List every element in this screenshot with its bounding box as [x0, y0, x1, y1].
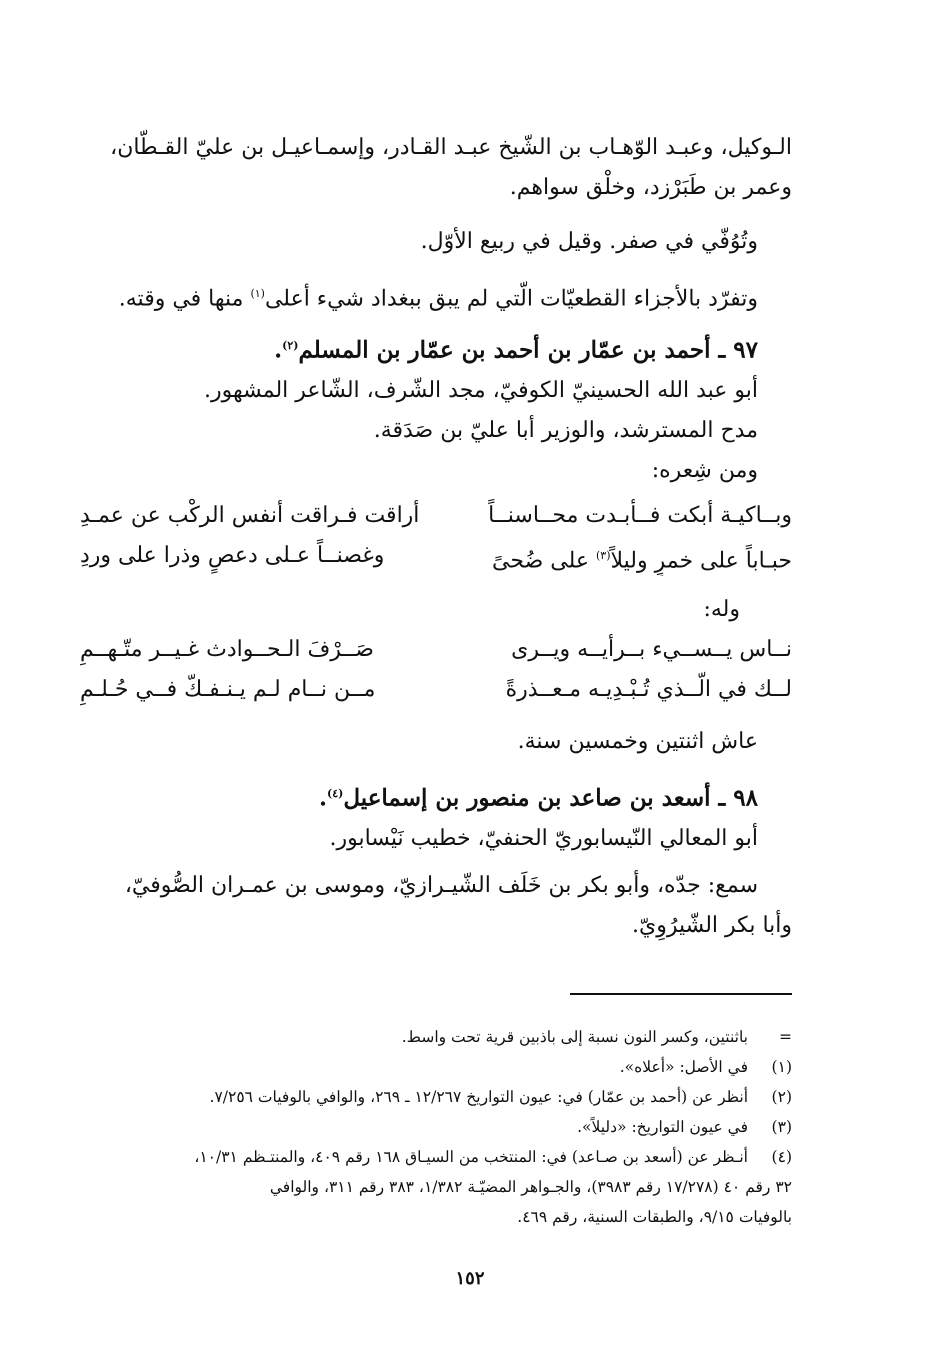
page-number: ١٥٢ — [455, 1268, 485, 1289]
footnote-text: في عيون التواريخ: «دليلاً». — [577, 1118, 748, 1136]
footnote-text: بالوفيات ٩/١٥، والطبقات السنية، رقم ٤٦٩. — [517, 1208, 792, 1226]
heading-text: ٩٧ ـ أحمد بن عمّار بن أحمد بن عمّار بن المسلم — [298, 336, 758, 364]
text-run: وتفرّد بالأجزاء القطعيّات الّتي لم يبق ببغداد شيء أعلى — [264, 286, 758, 312]
footnote-1 — [80, 1052, 792, 1082]
footnote-text: أنـظر عن (أسعد بن صـاعد) في: المنتخب من السيـاق ١٦٨ رقم ٤٠٩، والمنتـظم ١٠/٣١، — [194, 1148, 748, 1166]
footnote-number: (٢) — [771, 1088, 792, 1106]
entry-97 — [80, 326, 792, 491]
footnote-continuation — [80, 1022, 792, 1052]
paragraph-line — [80, 274, 792, 319]
verse-row — [80, 536, 792, 576]
footnote-4 — [80, 1142, 792, 1172]
footnote-ref[interactable]: (١) — [250, 287, 265, 300]
paragraph-line: أبو المعالي النّيسابوريّ الحنفيّ، خطيب نَيْسابور. — [329, 825, 758, 851]
text-run: على ضُحىً — [492, 548, 596, 574]
paragraph-line: وتُوُفّي في صفر. وقيل في ربيع الأوّل. — [420, 229, 758, 254]
footnote-separator — [570, 993, 792, 995]
verse-row — [80, 670, 792, 710]
paragraph-line: وله: — [703, 597, 740, 622]
paragraph-line: مدح المسترشد، والوزير أبا عليّ بن صَدَقة. — [373, 417, 758, 443]
main-text — [80, 128, 792, 208]
poem — [80, 496, 792, 576]
main-text — [80, 274, 792, 319]
heading-text: . — [318, 784, 327, 812]
entry-heading — [80, 326, 792, 371]
main-text — [80, 590, 792, 630]
paragraph-line: سمع: جدّه، وأبو بكر بن خَلَف الشّيـرازيّ، وموسى بن عمـران الصُّوفيّ، — [124, 873, 758, 898]
footnote-ref[interactable]: (٤) — [326, 787, 344, 800]
heading-text: ٩٨ ـ أسعد بن صاعد بن منصور بن إسماعيل — [343, 784, 758, 812]
paragraph-line: الـوكيل، وعبـد الوّهـاب بن الشّيخ عبـد القـادر، وإسمـاعيـل بن عليّ القـطّان، — [110, 135, 792, 160]
text-run: منها في وقته. — [118, 286, 251, 312]
verse-hemistich-right: وبــاكيـة أبكت فــأبـدت محــاسنــاً — [488, 503, 792, 528]
entry-heading — [80, 774, 792, 819]
main-text — [80, 222, 792, 262]
main-text — [80, 866, 792, 946]
footnote-4-cont — [80, 1172, 792, 1202]
entry-98 — [80, 774, 792, 859]
footnote-2 — [80, 1082, 792, 1112]
verse-hemistich-right — [452, 536, 792, 576]
footnote-ref[interactable]: (٢) — [282, 339, 299, 352]
paragraph-line: وعمر بن طَبَرْزد، وخلْق سواهم. — [509, 175, 792, 200]
footnote-text: في الأصل: «أعلاه». — [619, 1058, 748, 1076]
text-run: حبـاباً على خمرٍ وليلاً — [610, 548, 792, 574]
footnotes — [80, 1022, 792, 1232]
heading-text: . — [274, 336, 283, 364]
paragraph-line: ومن شِعره: — [651, 457, 758, 483]
footnote-number: (٤) — [771, 1148, 792, 1166]
verse-hemistich-right: لــك في الّــذي تُـبْـدِيـه مـعــذرةً — [505, 677, 792, 702]
verse-hemistich-left: وغصنــاً عـلى دعصٍ وذرا على وردِ — [80, 543, 385, 568]
paragraph-line: عاش اثنتين وخمسين سنة. — [517, 729, 758, 754]
footnote-number: (٣) — [771, 1118, 792, 1136]
verse-hemistich-left: مــن نــام لـم يـنـفـكّ فــي حُـلـمِ — [80, 677, 376, 702]
verse-hemistich-left: أراقت فـراقت أنفس الركْب عن عمـدِ — [80, 503, 420, 528]
poem — [80, 630, 792, 710]
footnote-3 — [80, 1112, 792, 1142]
footnote-text: باثنتين، وكسر النون نسبة إلى باذبين قرية تحت واسط. — [401, 1028, 748, 1046]
verse-hemistich-right: نــاس يــســيء بــرأيــه ويــرى — [511, 637, 792, 662]
footnote-number: (١) — [771, 1058, 792, 1076]
verse-row — [80, 630, 792, 670]
footnote-mark: = — [779, 1028, 792, 1046]
paragraph-line: وأبا بكر الشّيرُوِيّ. — [631, 913, 792, 938]
paragraph-line: أبو عبد الله الحسينيّ الكوفيّ، مجد الشّرف، الشّاعر المشهور. — [203, 377, 758, 403]
verse-hemistich-left: صَــرْفَ الـحــوادث غـيــر متّـهــمِ — [80, 637, 374, 662]
footnote-4-cont — [80, 1202, 792, 1232]
footnote-text: أنظر عن (أحمد بن عمّار) في: عيون التواريخ ١٢/٢٦٧ ـ ٢٦٩، والوافي بالوفيات ٧/٢٥٦. — [209, 1088, 748, 1106]
footnote-ref[interactable]: (٣) — [595, 549, 611, 562]
footnote-text: ٣٢ رقم ٤٠ (١٧/٢٧٨ رقم ٣٩٨٣)، والجـواهر المضيّـة ١/٣٨٢، ٣٨٣ رقم ٣١١، والوافي — [269, 1178, 792, 1196]
verse-row — [80, 496, 792, 536]
main-text — [80, 722, 792, 762]
